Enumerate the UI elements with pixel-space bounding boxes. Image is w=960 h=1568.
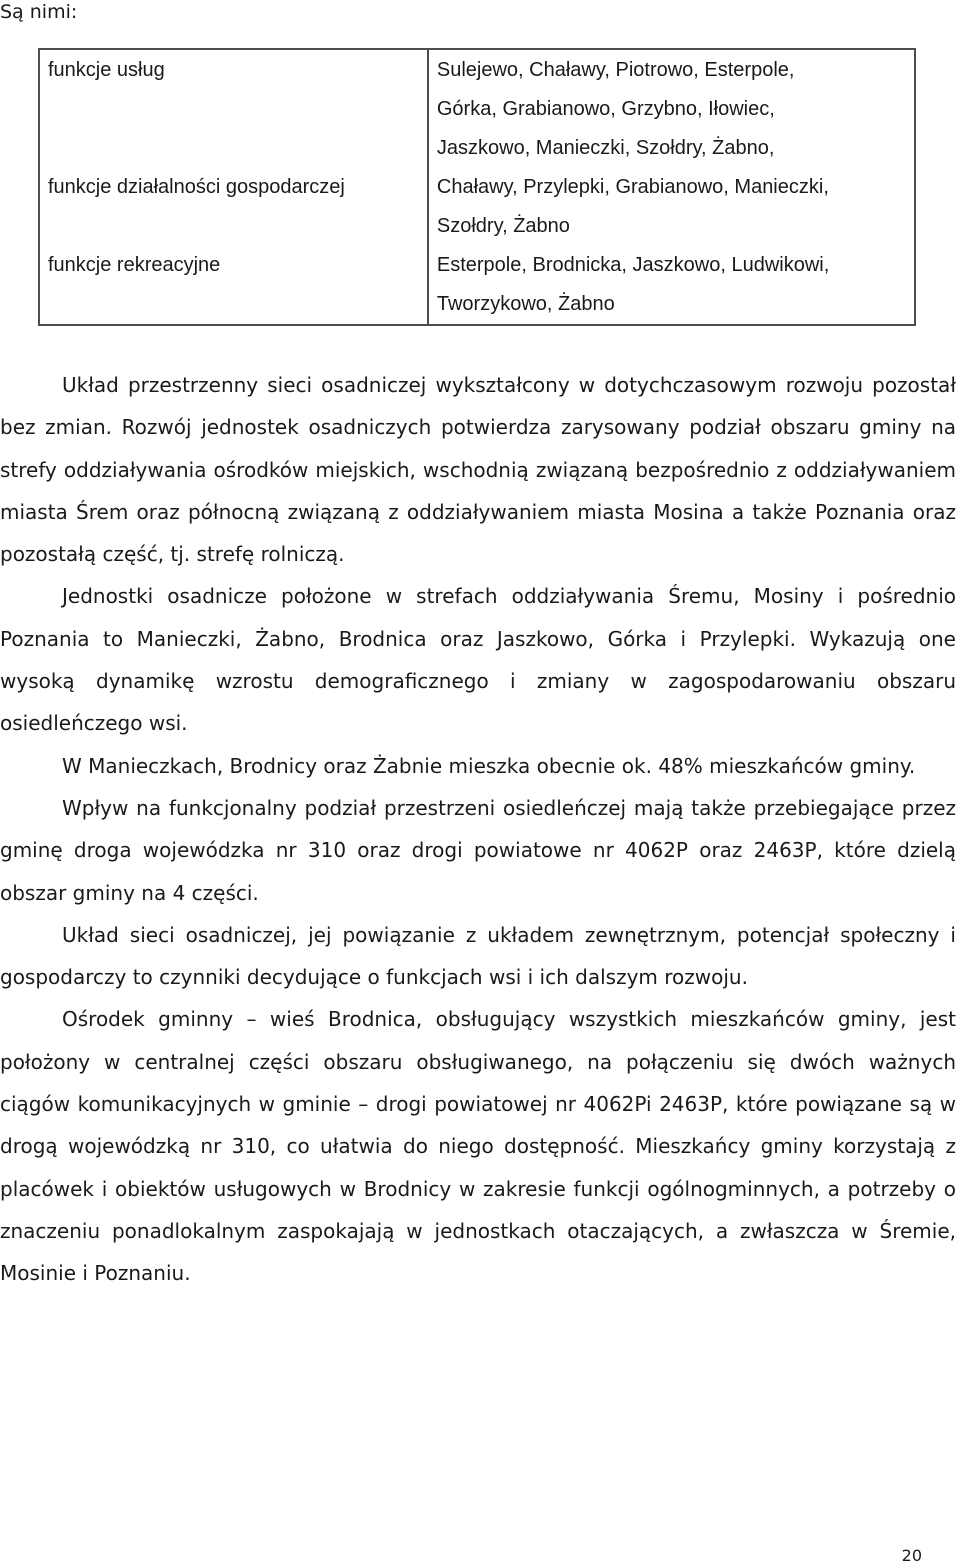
label-recreation-functions: funkcje rekreacyjne [48, 254, 221, 276]
table-row [39, 49, 915, 325]
function-labels-cell [39, 49, 428, 325]
paragraph: Układ przestrzenny sieci osadniczej wykształcony w dotychczasowym rozwoju pozostał bez zmian. Rozwój jednostek osadniczych potwierdza zarysowany podział obszaru gminy na strefy oddziaływania ośrodków miejskich, wschodnią związaną bezpośrednio z oddziaływaniem miasta Śrem oraz północną związaną z oddziaływaniem miasta Mosina a także Poznania oraz pozostałą część, tj. strefę rolniczą. [0, 373, 956, 567]
places-line: Sulejewo, Chaławy, Piotrowo, Esterpole, [436, 59, 795, 81]
places-line: Esterpole, Brodnicka, Jaszkowo, Ludwikowi, [436, 254, 830, 276]
section-heading: Są nimi: [0, 1, 78, 23]
paragraph: Jednostki osadnicze położone w strefach oddziaływania Śremu, Mosiny i pośrednio Poznania to Manieczki, Żabno, Brodnica oraz Jaszkowo, Górka i Przylepki. Wykazują one wysoką dynamikę wzrostu demograficznego i zmiany w zagospodarowaniu obszaru osiedleńczego wsi. [0, 584, 956, 736]
places-line: Górka, Grabianowo, Grzybno, Iłowiec, [436, 98, 775, 120]
places-line: Jaszkowo, Manieczki, Szołdry, Żabno, [436, 137, 775, 159]
paragraph: Wpływ na funkcjonalny podział przestrzeni osiedleńczej mają także przebiegające przez gminę droga wojewódzka nr 310 oraz drogi powiatowe nr 4062P oraz 2463P, które dzielą obszar gminy na 4 części. [0, 795, 956, 905]
label-economic-functions: funkcje działalności gospodarczej [48, 176, 345, 198]
places-line: Chaławy, Przylepki, Grabianowo, Manieczki, [436, 176, 829, 198]
paragraph: Układ sieci osadniczej, jej powiązanie z układem zewnętrznym, potencjał społeczny i gospodarczy to czynniki decydujące o funkcjach wsi i ich dalszym rozwoju. [0, 922, 956, 990]
body-text [0, 364, 956, 1295]
places-line: Tworzykowo, Żabno [436, 293, 615, 315]
page-number: 20 [901, 1546, 922, 1565]
function-places-cell [428, 49, 915, 325]
paragraph: W Manieczkach, Brodnicy oraz Żabnie mieszka obecnie ok. 48% mieszkańców gminy. [62, 753, 916, 778]
functions-table [38, 48, 916, 326]
places-line: Szołdry, Żabno [436, 215, 570, 237]
paragraph: Ośrodek gminny – wieś Brodnica, obsługujący wszystkich mieszkańców gminy, jest położony w centralnej części obszaru obsługiwanego, na połączeniu się dwóch ważnych ciągów komunikacyjnych w gminie – drogi powiatowej nr 4062Pi 2463P, które powiązane są w drogą wojewódzką nr 310, co ułatwia do niego dostępność. Mieszkańcy gminy korzystają z placówek i obiektów usługowych w Brodnicy w zakresie funkcji ogólnogminnych, a potrzeby o znaczeniu ponadlokalnym zaspokajają w jednostkach otaczających, a zwłaszcza w Śremie, Mosinie i Poznaniu. [0, 1007, 956, 1286]
label-service-functions: funkcje usług [48, 59, 165, 81]
